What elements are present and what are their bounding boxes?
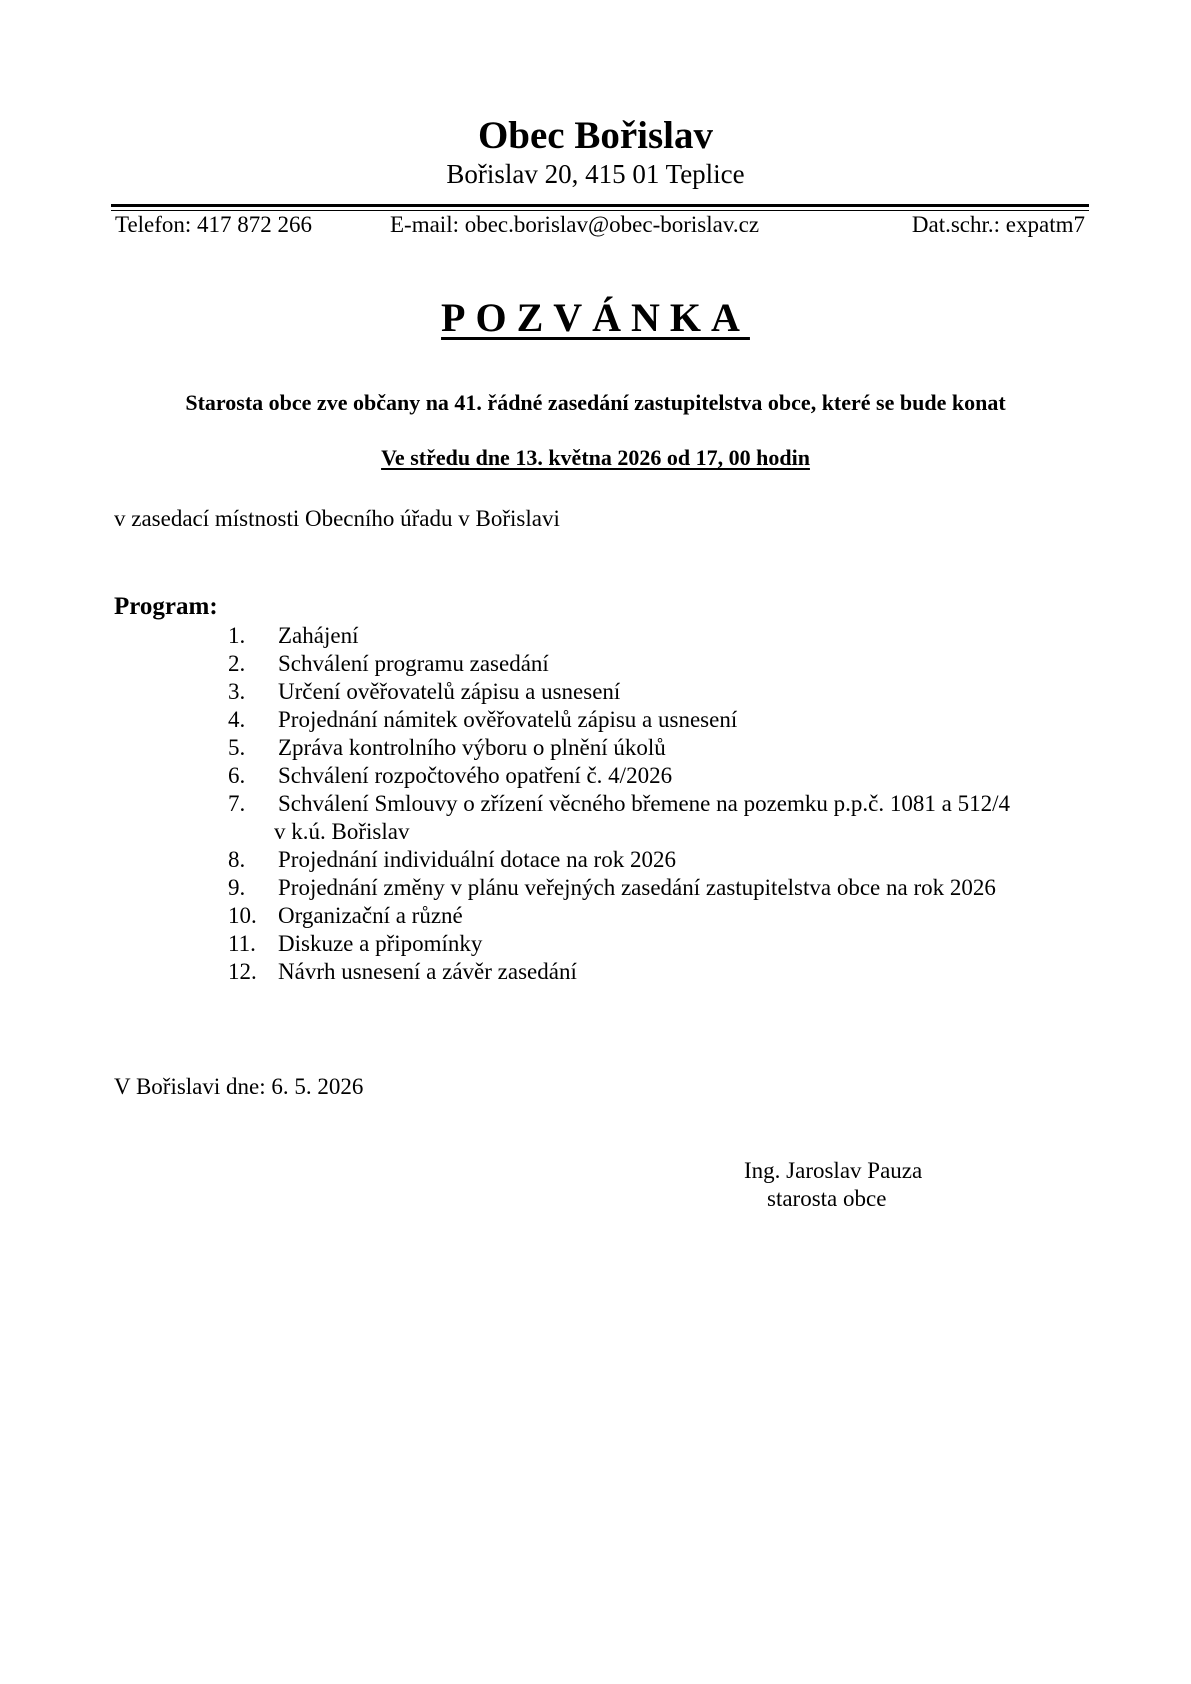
program-item-text: Určení ověřovatelů zápisu a usnesení <box>278 679 621 704</box>
program-item-number: 5. <box>228 735 246 760</box>
program-item-text: Schválení rozpočtového opatření č. 4/2026 <box>278 763 673 788</box>
program-item-text: Schválení Smlouvy o zřízení věcného břemene na pozemku p.p.č. 1081 a 512/4 <box>278 791 1010 816</box>
invitation-heading <box>0 294 1191 341</box>
program-item-text: Schválení programu zasedání <box>278 651 549 676</box>
header-divider-thin <box>111 210 1089 211</box>
program-item <box>0 930 1191 958</box>
municipality-address: Bořislav 20, 415 01 Teplice <box>446 159 745 189</box>
program-list <box>0 622 1191 986</box>
program-item <box>0 706 1191 734</box>
program-item-number: 7. <box>228 791 246 816</box>
program-item-text: Zpráva kontrolního výboru o plnění úkolů <box>278 735 666 760</box>
meeting-date <box>0 445 1191 471</box>
program-item-text: Diskuze a připomínky <box>278 931 483 956</box>
program-item-text: Návrh usnesení a závěr zasedání <box>278 959 577 984</box>
program-item <box>0 902 1191 930</box>
meeting-date-text: Ve středu dne 13. května 2026 od 17, 00 hodin <box>381 445 810 470</box>
program-item <box>0 762 1191 790</box>
program-item-number: 6. <box>228 763 246 788</box>
program-item-text: Zahájení <box>278 623 359 648</box>
signatory-role: starosta obce <box>767 1186 887 1211</box>
signatory-name: Ing. Jaroslav Pauza <box>744 1158 923 1183</box>
program-item-number: 2. <box>228 651 246 676</box>
program-item <box>0 846 1191 874</box>
header-divider-thick <box>111 204 1089 207</box>
invitation-intro: Starosta obce zve občany na 41. řádné zasedání zastupitelstva obce, které se bude konat <box>185 390 1006 415</box>
program-item-number: 11. <box>228 931 256 956</box>
program-item-text: Organizační a různé <box>278 903 463 928</box>
invitation-heading-text: POZVÁNKA <box>441 295 750 340</box>
program-item-number: 10. <box>228 903 257 928</box>
program-item-number: 12. <box>228 959 257 984</box>
program-item-text-continued: v k.ú. Bořislav <box>274 819 410 844</box>
program-item-text: Projednání změny v plánu veřejných zasedání zastupitelstva obce na rok 2026 <box>278 875 996 900</box>
meeting-location: v zasedací místnosti Obecního úřadu v Bořislavi <box>114 506 560 531</box>
program-item-number: 3. <box>228 679 246 704</box>
program-item-number: 1. <box>228 623 246 648</box>
program-item-number: 9. <box>228 875 246 900</box>
program-item-number: 4. <box>228 707 246 732</box>
program-item-text: Projednání námitek ověřovatelů zápisu a usnesení <box>278 707 738 732</box>
municipality-title: Obec Bořislav <box>477 114 714 157</box>
program-item <box>0 678 1191 706</box>
contact-email: E-mail: obec.borislav@obec-borislav.cz <box>390 212 760 237</box>
program-item <box>0 874 1191 902</box>
program-item <box>0 650 1191 678</box>
program-item-text: Projednání individuální dotace na rok 2026 <box>278 847 676 872</box>
program-item <box>0 958 1191 986</box>
place-and-date: V Bořislavi dne: 6. 5. 2026 <box>114 1074 364 1099</box>
contact-databox: Dat.schr.: expatm7 <box>911 212 1085 237</box>
program-item-number: 8. <box>228 847 246 872</box>
program-item <box>0 734 1191 762</box>
contact-phone: Telefon: 417 872 266 <box>115 212 313 237</box>
program-label: Program: <box>114 593 218 620</box>
program-item <box>0 622 1191 650</box>
program-item <box>0 790 1191 846</box>
